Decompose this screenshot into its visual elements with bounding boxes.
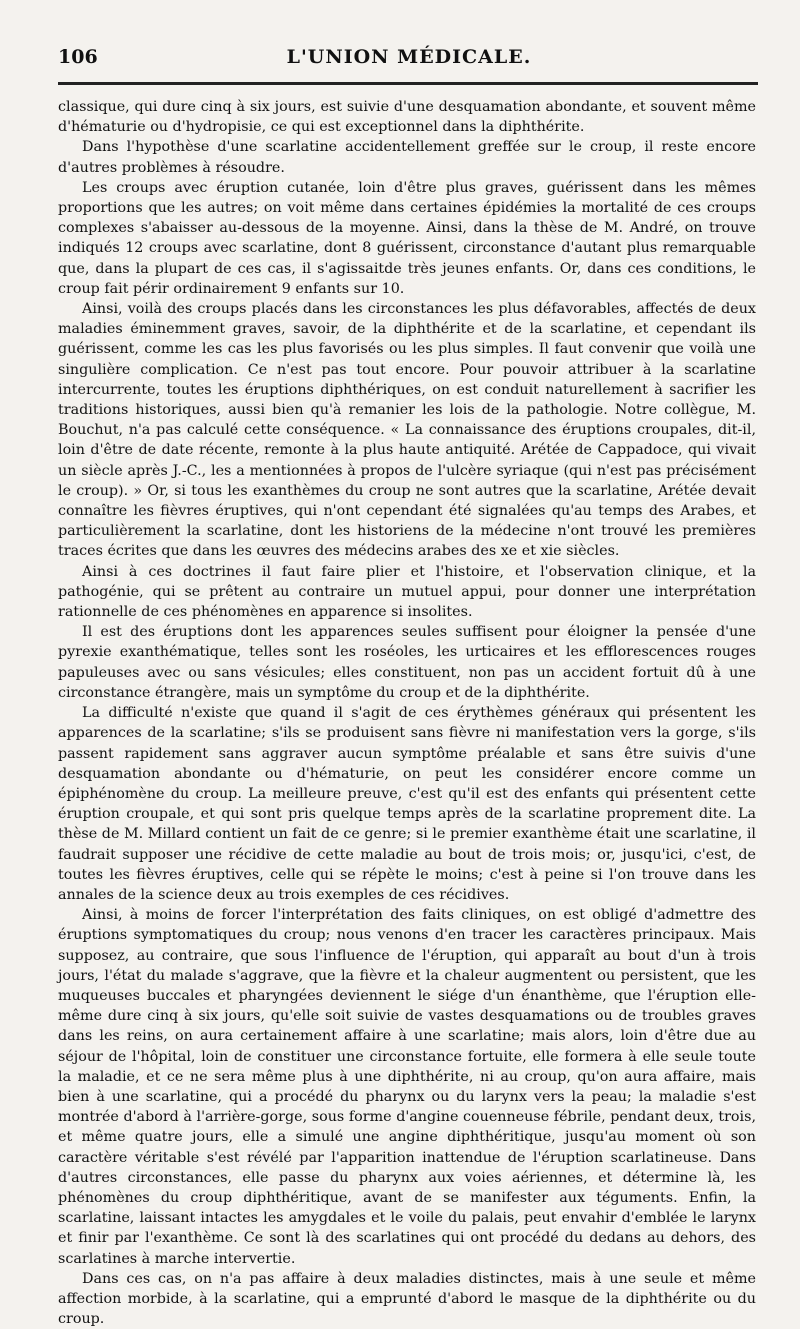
paragraph: Les croups avec éruption cutanée, loin d'être plus graves, guérissent dans les mêmes proportions que les autres; on voit même dans certaines épidémies la mortalité de ces croups complexes s'abaisser au-dessous de la moyenne. Ainsi, dans la thèse de M. André, on trouve indiqués 12 croups avec scarlatine, dont 8 guérissent, circonstance d'autant plus remarquable que, dans la plupart de ces cas, il s'agissaitde très jeunes enfants. Or, dans ces conditions, le croup fait périr ordinairement 9 enfants sur 10. bbox=[58, 179, 756, 297]
paragraph: Ainsi à ces doctrines il faut faire plier et l'histoire, et l'observation clinique, et la pathogénie, qui se prêtent au contraire un mutuel appui, pour donner une interprétation rationnelle de ces phénomènes en apparence si insolites. bbox=[58, 563, 756, 621]
page-number: 106 bbox=[58, 46, 98, 68]
paragraph: Ainsi, voilà des croups placés dans les circonstances les plus défavorables, affectés de deux maladies éminemment graves, savoir, de la diphthérite et de la scarlatine, et cependant ils guérissent, comme les cas les plus favorisés ou les plus simples. Il faut convenir que voilà une singulière complication. Ce n'est pas tout encore. Pour pouvoir attribuer à la scarlatine intercurrente, toutes les éruptions diphthériques, on est conduit naturellement à sacrifier les traditions historiques, aussi bien qu'à remanier les lois de la pathologie. Notre collègue, M. Bouchut, n'a pas calculé cette conséquence. « La connaissance des éruptions croupales, dit-il, loin d'être de date récente, remonte à la plus haute antiquité. Arétée de Cappadoce, qui vivait un siècle après J.-C., les a mentionnées à propos de l'ulcère syriaque (qui n'est pas précisément le croup). » Or, si tous les exanthèmes du croup ne sont autres que la scarlatine, Arétée devait connaître les fièvres éruptives, qui n'ont cependant été signalées qu'au temps des Arabes, et particulièrement la scarlatine, dont les historiens de la médecine n'ont trouvé les premières traces écrites que dans les œuvres des médecins arabes des xe et xie siècles. bbox=[58, 301, 756, 560]
journal-title: L'UNION MÉDICALE. bbox=[286, 46, 532, 68]
paragraph: La difficulté n'existe que quand il s'agit de ces érythèmes généraux qui présentent les apparences de la scarlatine; s'ils se produisent sans fièvre ni manifestation vers la gorge, s'ils passent rapidement sans aggraver aucun symptôme préalable et sans être suivis d'une desquamation abondante ou d'hématurie, on peut les considérer encore comme un épiphénomène du croup. La meilleure preuve, c'est qu'il est des enfants qui présentent cette éruption croupale, et qui sont pris quelque temps après de la scarlatine proprement dite. La thèse de M. Millard contient un fait de ce genre; si le premier exanthème était une scarlatine, il faudrait supposer une récidive de cette maladie au bout de trois mois; or, jusqu'ici, c'est, de toutes les fièvres éruptives, celle qui se répète le moins; c'est à peine si l'on trouve dans les annales de la science deux au trois exemples de ces récidives. bbox=[58, 705, 756, 903]
body-text bbox=[58, 97, 756, 1329]
page-header bbox=[58, 40, 760, 70]
header-rule bbox=[58, 82, 758, 85]
paragraph: Dans l'hypothèse d'une scarlatine accidentellement greffée sur le croup, il reste encore d'autres problèmes à résoudre. bbox=[58, 139, 756, 176]
paragraph: Il est des éruptions dont les apparences seules suffisent pour éloigner la pensée d'une pyrexie exanthématique, telles sont les roséoles, les urticaires et les efflorescences rouges papuleuses avec ou sans vésicules; elles constituent, non pas un accident fortuit dû à une circonstance étrangère, mais un symptôme du croup et de la diphthérite. bbox=[58, 624, 756, 701]
paragraph: classique, qui dure cinq à six jours, est suivie d'une desquamation abondante, et souvent même d'hématurie ou d'hydropisie, ce qui est exceptionnel dans la diphthérite. bbox=[58, 99, 756, 136]
paragraph: Ainsi, à moins de forcer l'interprétation des faits cliniques, on est obligé d'admettre des éruptions symptomatiques du croup; nous venons d'en tracer les caractères principaux. Mais supposez, au contraire, que sous l'influence de l'éruption, qui apparaît au bout d'un à trois jours, l'état du malade s'aggrave, que la fièvre et la chaleur augmentent ou persistent, que les muqueuses buccales et pharyngées deviennent le siége d'un énanthème, que l'éruption elle-même dure cinq à six jours, qu'elle soit suivie de vastes desquamations ou de troubles graves dans les reins, on aura certainement affaire à une scarlatine; mais alors, loin d'être due au séjour de l'hôpital, loin de constituer une circonstance fortuite, elle formera à elle seule toute la maladie, et ce ne sera même plus à une diphthérite, ni au croup, qu'on aura affaire, mais bien à une scarlatine, qui a procédé du pharynx ou du larynx vers la peau; la maladie s'est montrée d'abord à l'arrière-gorge, sous forme d'angine couenneuse fébrile, pendant deux, trois, et même quatre jours, elle a simulé une angine diphthéritique, jusqu'au moment où son caractère véritable s'est révélé par l'apparition inattendue de l'éruption scarlatineuse. Dans d'autres circonstances, elle passe du pharynx aux voies aériennes, et détermine là, les phénomènes du croup diphthéritique, avant de se manifester aux téguments. Enfin, la scarlatine, laissant intactes les amygdales et le voile du palais, peut envahir d'emblée le larynx et finir par l'exanthème. Ce sont là des scarlatines qui ont procédé du dedans au dehors, des scarlatines à marche intervertie. bbox=[58, 907, 756, 1267]
paragraph: Dans ces cas, on n'a pas affaire à deux maladies distinctes, mais à une seule et même affection morbide, à la scarlatine, qui a emprunté d'abord le masque de la diphthérite ou du croup. bbox=[58, 1270, 756, 1328]
